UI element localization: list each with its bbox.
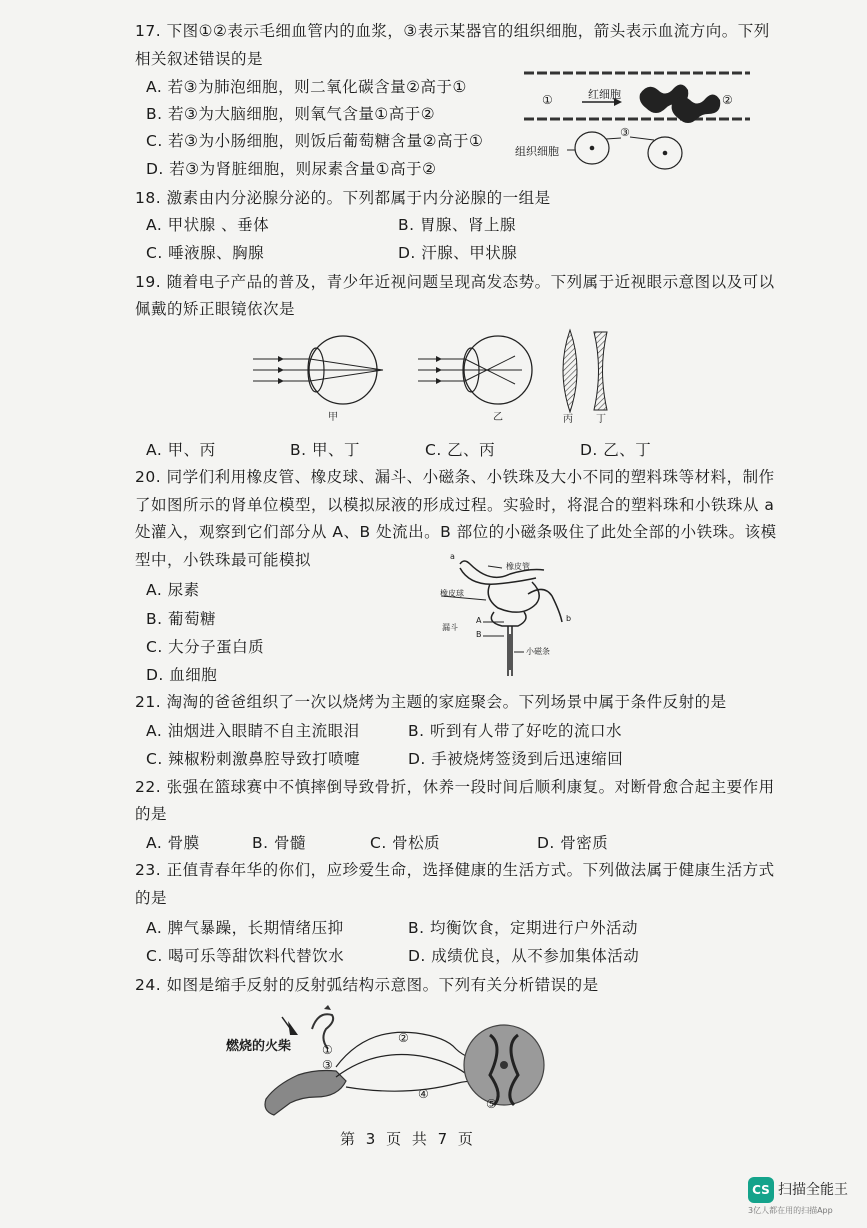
q17-option-a: A. 若③为肺泡细胞，则二氧化碳含量②高于① [146,78,467,96]
q20-label-magnet: 小磁条 [526,647,550,656]
q17-label-tissue: 组织细胞 [515,145,559,158]
q22-stem-line2: 的是 [135,805,168,823]
q23-option-a: A. 脾气暴躁，长期情绪压抑 [146,919,344,937]
q17-label-2: ② [722,93,733,107]
q20-label-b: b [566,614,572,623]
scanner-watermark [748,1177,860,1217]
q19-option-d: D. 乙、丁 [580,441,652,459]
q17-capillary-figure [512,66,752,174]
q24-label-1: ① [322,1043,333,1057]
q23-option-c: C. 喝可乐等甜饮料代替饮水 [146,947,345,965]
q19-eye-figure [240,326,640,424]
q20-option-c: C. 大分子蛋白质 [146,638,265,656]
q24-label-match: 燃烧的火柴 [226,1039,292,1054]
q19-stem-line2: 佩戴的矫正眼镜依次是 [135,300,296,318]
q20-label-a: a [450,552,455,561]
q18-stem: 18. 激素由内分泌腺分泌的。下列都属于内分泌腺的一组是 [135,189,551,207]
q19-label-yi: 乙 [493,412,503,423]
q20-stem-line3: 处灌入，观察到它们部分从 A、B 处流出。B 部位的小磁条吸住了此处全部的小铁珠。该模 [135,523,777,541]
q22-option-c: C. 骨松质 [370,834,441,852]
q19-option-c: C. 乙、丙 [425,441,496,459]
q24-label-2: ② [398,1031,409,1045]
q20-nephron-model-figure [438,554,588,682]
q18-option-d: D. 汗腺、甲状腺 [398,244,518,262]
watermark-tagline: 3亿人都在用的扫描App [748,1206,833,1215]
q18-option-b: B. 胃腺、肾上腺 [398,216,516,234]
q21-option-c: C. 辣椒粉刺激鼻腔导致打喷嚏 [146,750,361,768]
q20-label-funnel: 漏斗 [442,623,458,632]
q21-option-d: D. 手被烧烤签烫到后迅速缩回 [408,750,624,768]
q23-stem-line2: 的是 [135,889,168,907]
q24-label-3: ③ [322,1058,333,1072]
q18-option-c: C. 唾液腺、胸腺 [146,244,265,262]
q23-stem-line1: 23. 正值青春年华的你们，应珍爱生命，选择健康的生活方式。下列做法属于健康生活方式 [135,861,775,879]
q19-label-bing: 丙 [563,414,573,425]
q23-option-b: B. 均衡饮食，定期进行户外活动 [408,919,638,937]
q20-stem-line1: 20. 同学们利用橡皮管、橡皮球、漏斗、小磁条、小铁珠及大小不同的塑料珠等材料，制作 [135,468,775,486]
q19-label-ding: 丁 [596,414,606,425]
q20-option-d: D. 血细胞 [146,666,218,684]
q17-option-d: D. 若③为肾脏细胞，则尿素含量①高于② [146,160,437,178]
q17-label-rbc: 红细胞 [588,88,621,101]
q22-option-a: A. 骨膜 [146,834,200,852]
q17-stem-line1: 17. 下图①②表示毛细血管内的血浆，③表示某器官的组织细胞，箭头表示血流方向。下列 [135,22,770,40]
q19-option-b: B. 甲、丁 [290,441,360,459]
q18-option-a: A. 甲状腺 、垂体 [146,216,270,234]
q20-label-tube: 橡皮管 [506,562,530,571]
q17-option-c: C. 若③为小肠细胞，则饭后葡萄糖含量②高于① [146,132,484,150]
q20-stem-line2: 了如图所示的肾单位模型，以模拟尿液的形成过程。实验时，将混合的塑料珠和小铁珠从 a [135,496,775,514]
q22-option-d: D. 骨密质 [537,834,609,852]
q22-option-b: B. 骨髓 [252,834,306,852]
q24-stem: 24. 如图是缩手反射的反射弧结构示意图。下列有关分析错误的是 [135,976,599,994]
q20-stem-line4: 型中，小铁珠最可能模拟 [135,551,312,569]
q17-label-3: ③ [620,126,630,139]
q17-label-1: ① [542,93,553,107]
q20-label-ball: 橡皮球 [440,589,464,598]
q17-stem-line2: 相关叙述错误的是 [135,50,264,68]
q20-label-A: A [476,616,482,625]
q24-reflex-arc-figure [226,1005,556,1123]
q20-option-a: A. 尿素 [146,581,200,599]
watermark-name: 扫描全能王 [778,1182,848,1198]
q24-label-4: ④ [418,1087,429,1101]
q20-option-b: B. 葡萄糖 [146,610,216,628]
q21-option-a: A. 油烟进入眼睛不自主流眼泪 [146,722,360,740]
q19-option-a: A. 甲、丙 [146,441,216,459]
q23-option-d: D. 成绩优良，从不参加集体活动 [408,947,640,965]
q24-label-5: ⑤ [486,1097,497,1111]
q21-option-b: B. 听到有人带了好吃的流口水 [408,722,622,740]
q20-label-B: B [476,630,482,639]
page-number: 第 3 页 共 7 页 [340,1130,476,1148]
q21-stem: 21. 淘淘的爸爸组织了一次以烧烤为主题的家庭聚会。下列场景中属于条件反射的是 [135,693,727,711]
q19-label-jia: 甲 [328,412,338,423]
q22-stem-line1: 22. 张强在篮球赛中不慎摔倒导致骨折，休养一段时间后顺利康复。对断骨愈合起主要作用 [135,778,775,796]
camscanner-logo-icon: CS [748,1177,774,1203]
q17-option-b: B. 若③为大脑细胞，则氧气含量①高于② [146,105,436,123]
q19-stem-line1: 19. 随着电子产品的普及，青少年近视问题呈现高发态势。下列属于近视眼示意图以及可以 [135,273,775,291]
